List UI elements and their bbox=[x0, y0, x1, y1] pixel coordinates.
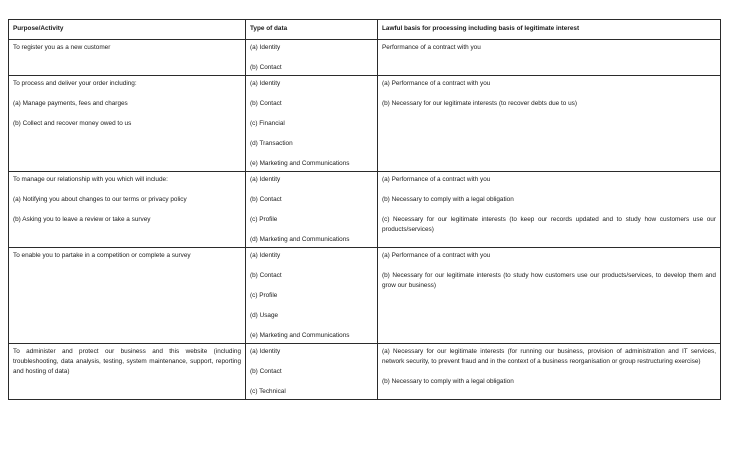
type-line: (b) Contact bbox=[250, 196, 282, 203]
basis-cell bbox=[378, 40, 721, 76]
purpose-cell bbox=[9, 76, 246, 172]
purpose-line: To enable you to partake in a competition or complete a survey bbox=[13, 252, 191, 259]
purpose-line: (a) Manage payments, fees and charges bbox=[13, 100, 128, 107]
header-type-of-data: Type of data bbox=[246, 20, 378, 40]
purpose-cell bbox=[9, 172, 246, 248]
type-cell bbox=[246, 40, 378, 76]
type-cell bbox=[246, 248, 378, 344]
type-line: (c) Profile bbox=[250, 216, 278, 223]
type-cell bbox=[246, 344, 378, 400]
purpose-cell bbox=[9, 248, 246, 344]
table-row bbox=[9, 248, 721, 344]
basis-cell bbox=[378, 344, 721, 400]
header-row bbox=[9, 20, 721, 40]
type-line: (c) Profile bbox=[250, 292, 278, 299]
type-line: (e) Marketing and Communications bbox=[250, 332, 350, 339]
type-line: (d) Transaction bbox=[250, 140, 293, 147]
type-line: (e) Marketing and Communications bbox=[250, 160, 350, 167]
type-line: (a) Identity bbox=[250, 348, 281, 355]
purpose-cell bbox=[9, 344, 246, 400]
type-line: (b) Contact bbox=[250, 100, 282, 107]
purpose-line: (b) Collect and recover money owed to us bbox=[13, 120, 132, 127]
purpose-line: To manage our relationship with you which will include: bbox=[13, 176, 168, 183]
header-lawful-basis: Lawful basis for processing including basis of legitimate interest bbox=[378, 20, 721, 40]
table-row bbox=[9, 172, 721, 248]
header-purpose: Purpose/Activity bbox=[9, 20, 246, 40]
type-line: (a) Identity bbox=[250, 80, 281, 87]
basis-line: (b) Necessary for our legitimate interests (to recover debts due to us) bbox=[382, 100, 577, 107]
purpose-line: To process and deliver your order including: bbox=[13, 80, 137, 87]
type-line: (a) Identity bbox=[250, 44, 281, 51]
basis-line: (a) Performance of a contract with you bbox=[382, 176, 491, 183]
basis-line: (b) Necessary to comply with a legal obligation bbox=[382, 378, 514, 385]
table-row bbox=[9, 40, 721, 76]
purpose-line: (b) Asking you to leave a review or take a survey bbox=[13, 216, 151, 223]
basis-cell bbox=[378, 76, 721, 172]
basis-cell bbox=[378, 172, 721, 248]
basis-line: Performance of a contract with you bbox=[382, 44, 481, 51]
type-line: (d) Usage bbox=[250, 312, 279, 319]
basis-cell bbox=[378, 248, 721, 344]
basis-line: (b) Necessary for our legitimate interests (to study how customers use our products/services, to develop them and grow our business) bbox=[382, 272, 716, 289]
type-line: (b) Contact bbox=[250, 368, 282, 375]
purpose-line: To administer and protect our business and this website (including troubleshooting, data analysis, testing, system maintenance, support, reporting and hosting of data) bbox=[13, 348, 241, 375]
type-line: (c) Technical bbox=[250, 388, 286, 395]
basis-line: (c) Necessary for our legitimate interests (to keep our records updated and to study how customers use our products/services) bbox=[382, 216, 716, 233]
type-line: (a) Identity bbox=[250, 176, 281, 183]
purpose-cell bbox=[9, 40, 246, 76]
purpose-line: (a) Notifying you about changes to our terms or privacy policy bbox=[13, 196, 187, 203]
type-cell bbox=[246, 76, 378, 172]
type-cell bbox=[246, 172, 378, 248]
basis-line: (b) Necessary to comply with a legal obligation bbox=[382, 196, 514, 203]
basis-line: (a) Performance of a contract with you bbox=[382, 252, 491, 259]
type-line: (a) Identity bbox=[250, 252, 281, 259]
basis-line: (a) Necessary for our legitimate interests (for running our business, provision of administration and IT services, network security, to prevent fraud and in the context of a business reorganisation or group restructuring exercise) bbox=[382, 348, 716, 365]
basis-line: (a) Performance of a contract with you bbox=[382, 80, 491, 87]
purpose-line: To register you as a new customer bbox=[13, 44, 111, 51]
lawful-basis-table bbox=[8, 19, 721, 400]
type-line: (c) Financial bbox=[250, 120, 285, 127]
table-row bbox=[9, 344, 721, 400]
type-line: (d) Marketing and Communications bbox=[250, 236, 350, 243]
type-line: (b) Contact bbox=[250, 64, 282, 71]
type-line: (b) Contact bbox=[250, 272, 282, 279]
table-row bbox=[9, 76, 721, 172]
